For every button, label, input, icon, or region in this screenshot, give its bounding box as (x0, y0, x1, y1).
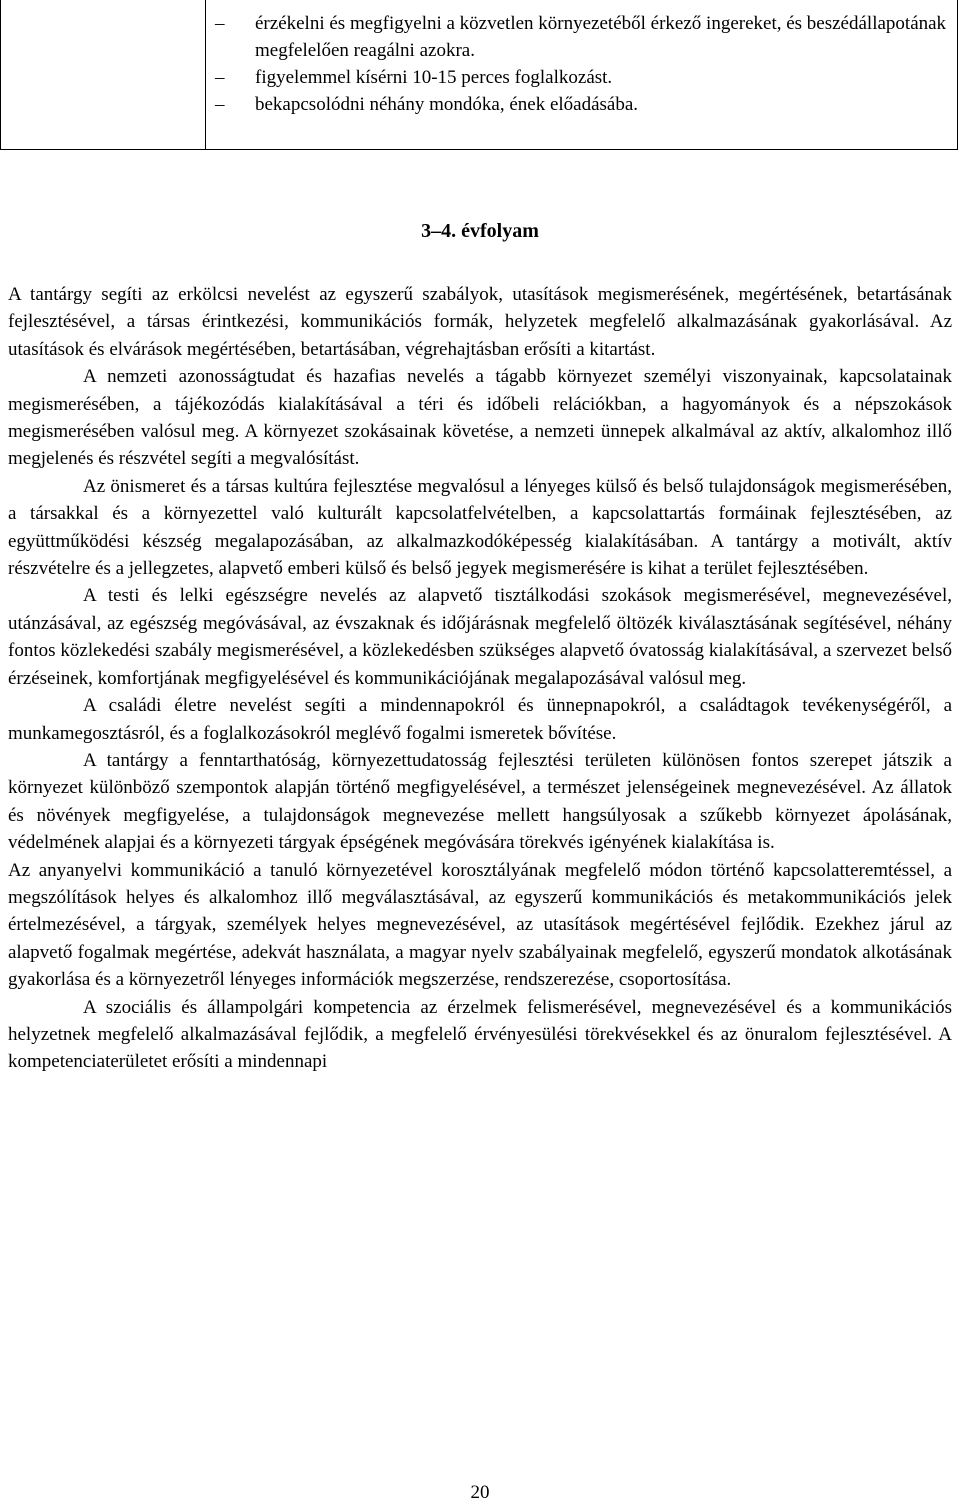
paragraph: A tantárgy a fenntarthatóság, környezettudatosság fejlesztési területen különösen fontos szerepet játszik a környezet különböző szempontok alapján történő megfigyelésével, a természet jelenségeinek megnevezésével. Az állatok és növények megfigyelése, a tulajdonságok megnevezése mellett hangsúlyosak a szűkebb környezet ápolásának, védelmének alapjai és a környezeti tárgyak épségének megóvására törekvés igényének kialakítása is. (8, 749, 952, 854)
list-item-text: érzékelni és megfigyelni a közvetlen környezetéből érkező ingereket, és beszédállapotának megfelelően reagálni azokra. (255, 13, 947, 61)
paragraph: Az anyanyelvi kommunikáció a tanuló környezetével korosztályának megfelelő módon történő kapcsolatteremtéssel, a megszólítások helyes és alkalomhoz illő megválasztásával, az egyszerű kommunikációs és metakommunikációs jelek értelmezésével, a tárgyak, személyek helyes megnevezésével, az utasítások megértésével fejlődik. Ezekhez járul az alapvető fogalmak megértése, adekvát használata, a magyar nyelv szabályainak megfelelő, egyszerű mondatok alkotásának gyakorlása és a környezetről lényeges információk megszerzése, rendszerezése, csoportosítása. (8, 859, 952, 991)
list-item-text: bekapcsolódni néhány mondóka, ének előadásába. (255, 94, 639, 115)
list-item (215, 91, 955, 118)
paragraph: A családi életre nevelést segíti a mindennapokról és ünnepnapokról, a családtagok tevékenységéről, a munkamegosztásról, és a foglalkozásokról meglévő fogalmi ismeretek bővítése. (8, 695, 952, 744)
paragraph: A tantárgy segíti az erkölcsi nevelést az egyszerű szabályok, utasítások megismerésének, megértésének, betartásának fejlesztésével, a társas érintkezési, kommunikációs formák, helyzetek megfelelő alkalmazásának gyakorlásával. Az utasítások és elvárások megértésében, betartásában, végrehajtásban erősíti a kitartást. (8, 284, 952, 360)
objectives-list (215, 10, 955, 118)
paragraph: A szociális és állampolgári kompetencia az érzelmek felismerésével, megnevezésével és a kommunikációs helyzetnek megfelelő alkalmazásával fejlődik, a megfelelő érvényesülési törekvésekkel és az önuralom fejlesztésével. A kompetenciaterületet erősíti a mindennapi (8, 996, 952, 1073)
dash-bullet: – (215, 94, 225, 115)
page-number: 20 (470, 1482, 490, 1503)
body-text (8, 281, 952, 1076)
section-heading: 3–4. évfolyam (421, 220, 539, 242)
list-item (215, 64, 955, 91)
list-item (215, 10, 955, 64)
paragraph: A nemzeti azonosságtudat és hazafias nevelés a tágabb környezet személyi viszonyainak, kapcsolatainak megismerésében, a tájékozódás kialakításával a téri és időbeli relációkban, a hagyományok és a népszokások megismerésében valósul meg. A környezet szokásainak követése, a nemzeti ünnepek alkalmával az aktív, alkalomhoz illő megjelenés és részvétel segíti a megvalósítást. (8, 366, 952, 470)
dash-bullet: – (215, 13, 225, 34)
dash-bullet: – (215, 67, 225, 88)
list-item-text: figyelemmel kísérni 10-15 perces foglalkozást. (255, 67, 613, 88)
paragraph: A testi és lelki egészségre nevelés az alapvető tisztálkodási szokások megismerésével, megnevezésével, utánzásával, az egészség megóvásával, az évszaknak és időjárásnak megfelelő öltözék kiválasztásának segítésével, néhány fontos közlekedési szabály megismerésével, a közlekedésben szükséges alapvető óvatosság kialakításával, a szervezet belső érzéseinek, komfortjának megfigyelésével és kommunikációjának megalapozásával valósul meg. (8, 585, 952, 689)
paragraph: Az önismeret és a társas kultúra fejlesztése megvalósul a lényeges külső és belső tulajdonságok megismerésében, a társakkal és a környezettel való kulturált kapcsolatfelvételben, a kapcsolattartás formáinak fejlesztésében, az együttműködési készség megalapozásában, az alkalmazkodóképesség kialakításában. A tantárgy a motivált, aktív részvételre és a jellegzetes, alapvető emberi külső és belső jegyek megismerésére is kihat a terület fejlesztésében. (8, 475, 952, 580)
table-column-divider (205, 0, 206, 150)
